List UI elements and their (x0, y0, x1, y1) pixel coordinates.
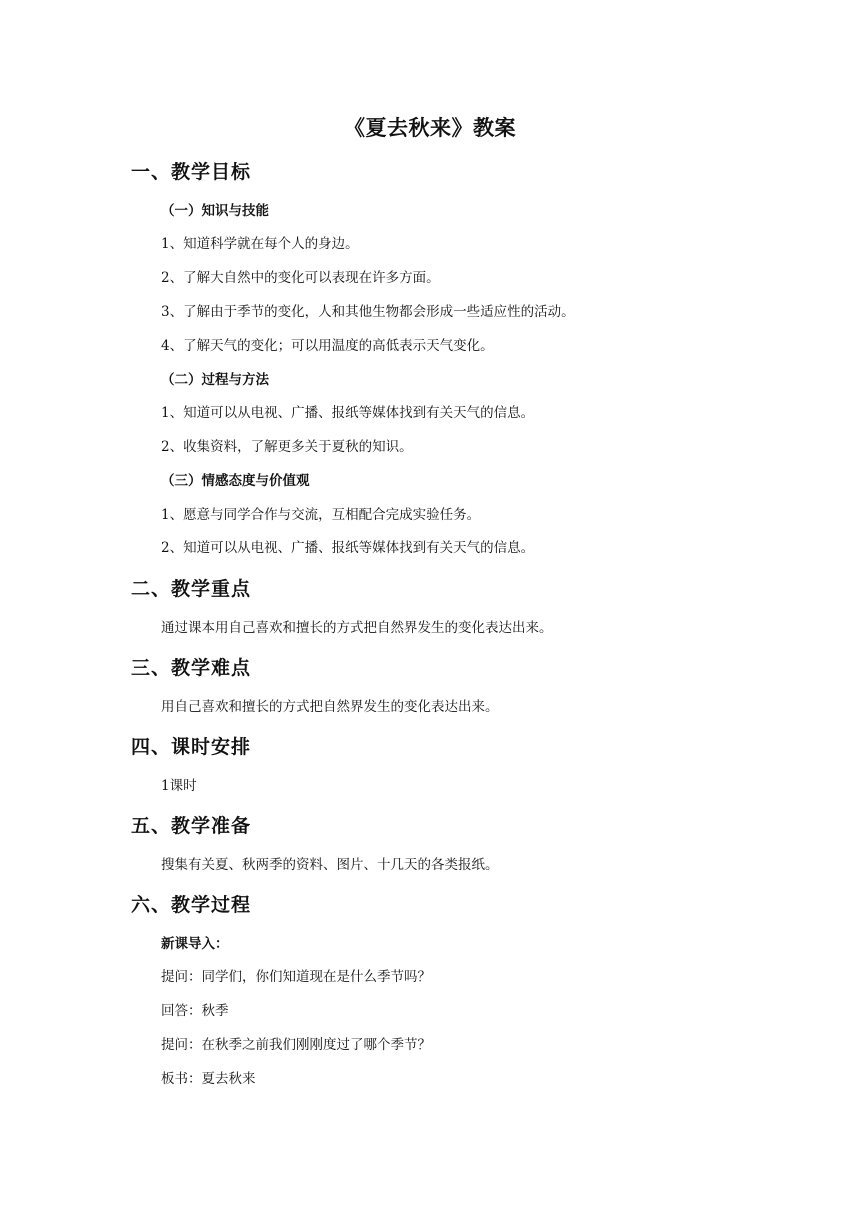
subsection-heading-knowledge: （一）知识与技能 (161, 203, 269, 219)
list-item: 3、了解由于季节的变化，人和其他生物都会形成一些适应性的活动。 (161, 304, 575, 320)
subsection-heading-attitude: （三）情感态度与价值观 (161, 473, 310, 489)
section-heading-preparation: 五、教学准备 (131, 815, 252, 837)
document-title: 《夏去秋来》教案 (344, 116, 516, 140)
list-item: 2、了解大自然中的变化可以表现在许多方面。 (161, 270, 440, 286)
list-item: 4、了解天气的变化；可以用温度的高低表示天气变化。 (161, 338, 494, 354)
list-item: 2、知道可以从电视、广播、报纸等媒体找到有关天气的信息。 (161, 540, 535, 556)
dialogue-line: 提问：同学们，你们知道现在是什么季节吗？ (161, 969, 431, 985)
section-text-preparation: 搜集有关夏、秋两季的资料、图片、十几天的各类报纸。 (161, 857, 499, 873)
section-heading-key-points: 二、教学重点 (131, 578, 252, 600)
subsection-heading-intro: 新课导入： (161, 936, 229, 952)
section-text-key-points: 通过课本用自己喜欢和擅长的方式把自然界发生的变化表达出来。 (161, 620, 553, 636)
list-item: 1、愿意与同学合作与交流，互相配合完成实验任务。 (161, 507, 481, 523)
section-heading-difficulties: 三、教学难点 (131, 657, 252, 679)
dialogue-line: 板书：夏去秋来 (161, 1071, 256, 1087)
list-item: 2、收集资料，了解更多关于夏秋的知识。 (161, 439, 413, 455)
list-item: 1、知道科学就在每个人的身边。 (161, 236, 359, 252)
dialogue-line: 回答：秋季 (161, 1003, 229, 1019)
section-heading-process: 六、教学过程 (131, 894, 252, 916)
section-text-schedule: 1课时 (161, 778, 197, 794)
section-text-difficulties: 用自己喜欢和擅长的方式把自然界发生的变化表达出来。 (161, 699, 499, 715)
list-item: 1、知道可以从电视、广播、报纸等媒体找到有关天气的信息。 (161, 405, 535, 421)
dialogue-line: 提问：在秋季之前我们刚刚度过了哪个季节？ (161, 1037, 431, 1053)
subsection-heading-process: （二）过程与方法 (161, 372, 269, 388)
section-heading-schedule: 四、课时安排 (131, 736, 252, 758)
section-heading-objectives: 一、教学目标 (131, 161, 252, 183)
